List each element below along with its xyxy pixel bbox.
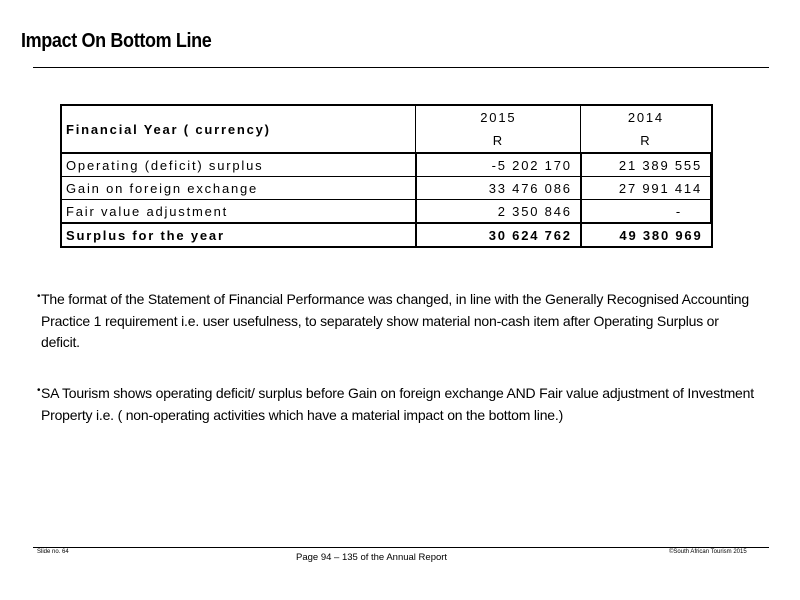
row-label: Operating (deficit) surplus (66, 157, 264, 173)
value-2015: 33 476 086 (416, 177, 581, 200)
unit-2014: R (581, 129, 711, 153)
footer-divider (33, 547, 769, 548)
copyright: ©South African Tourism 2015 (669, 549, 747, 555)
page-title: Impact On Bottom Line (21, 30, 212, 52)
financial-table (60, 104, 713, 248)
row-label: Fair value adjustment (62, 200, 416, 224)
value-2014: 27 991 414 (581, 177, 711, 200)
row-label: Gain on foreign exchange (62, 177, 416, 200)
bullet-text: The format of the Statement of Financial Performance was changed, in line with the Generally Recognised Accounting Practice 1 requirement i.e. user usefulness, to separately show material non-cash item after Operating Surplus or deficit. (41, 291, 749, 350)
header-label: Financial Year ( currency) (62, 106, 416, 153)
year-2015: 2015 (416, 106, 581, 129)
bullet-item (37, 289, 761, 354)
value-2015: -5 202 170 (416, 153, 581, 177)
table-row (62, 200, 711, 224)
table-total-row (62, 223, 711, 246)
year-2014: 2014 (581, 106, 711, 129)
bullet-text: SA Tourism shows operating deficit/ surplus before Gain on foreign exchange AND Fair value adjustment of Investment Property i.e. ( non-operating activities which have a material impact on the bottom line.) (41, 385, 754, 423)
slide-number: Slide no. 64 (37, 549, 69, 555)
page-reference: Page 94 – 135 of the Annual Report (296, 552, 448, 563)
table-row (62, 153, 711, 177)
table-header-row (62, 106, 711, 129)
total-label: Surplus for the year (62, 223, 416, 246)
bullet-dot-icon: • (37, 291, 41, 302)
bullet-dot-icon: • (37, 385, 41, 396)
unit-2015: R (416, 129, 581, 153)
total-2014: 49 380 969 (581, 223, 711, 246)
bullet-item (37, 383, 761, 426)
value-2015: 2 350 846 (416, 200, 581, 224)
value-2014: - (581, 200, 711, 224)
total-2015: 30 624 762 (416, 223, 581, 246)
table-row (62, 177, 711, 200)
value-2014: 21 389 555 (581, 153, 711, 177)
title-divider (33, 67, 769, 68)
